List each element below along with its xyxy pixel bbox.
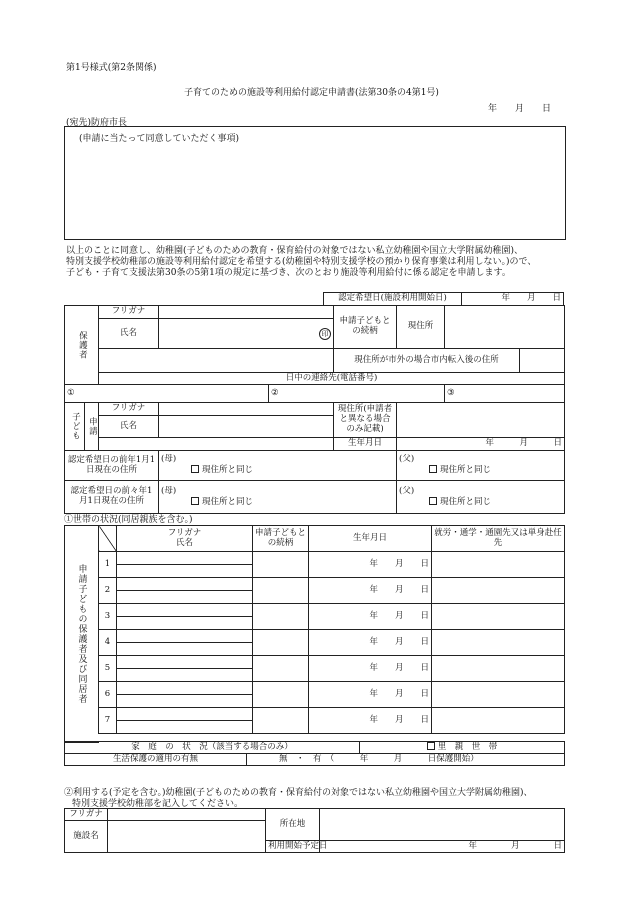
child-furigana-label: フリガナ: [99, 403, 159, 416]
household-birth-field[interactable]: 年 月 日: [309, 682, 432, 708]
household-birth-field[interactable]: 年 月 日: [309, 552, 432, 578]
contact-2-field[interactable]: ②: [269, 385, 445, 403]
same-address-checkbox[interactable]: [429, 497, 437, 505]
household-furigana-field[interactable]: [117, 552, 253, 565]
child-name-label: 氏名: [99, 416, 159, 438]
child-apply-label: 申請: [85, 403, 99, 451]
desired-date-field[interactable]: 年 月 日: [462, 293, 564, 306]
household-col-relationship: 申請子どもとの続柄: [253, 526, 309, 552]
contact-1-field[interactable]: ①: [65, 385, 269, 403]
child-label: 子ども: [65, 403, 85, 451]
child-address-field[interactable]: [397, 403, 565, 438]
household-side-label-text: 申請子どもの保護者及び同居者: [76, 564, 87, 704]
guardian-furigana-label: フリガナ: [99, 306, 159, 319]
relationship-label: 申請子どもとの続柄: [334, 306, 397, 349]
household-name-field[interactable]: [117, 617, 253, 630]
household-side-label: [64, 525, 99, 743]
household-work-field[interactable]: [432, 630, 565, 656]
household-work-field[interactable]: [432, 708, 565, 734]
same-address-checkbox[interactable]: [191, 465, 199, 473]
facility-table: [64, 808, 565, 853]
consent-heading: (申請に当たって同意していただく事項): [79, 134, 240, 144]
foster-parent-field[interactable]: [360, 742, 565, 754]
household-relationship-field[interactable]: [253, 708, 309, 734]
household-name-field[interactable]: [117, 695, 253, 708]
contact-3-field[interactable]: ③: [445, 385, 565, 403]
seal-mark: 印: [319, 328, 331, 340]
facility-furigana-label: フリガナ: [65, 809, 108, 821]
household-relationship-field[interactable]: [253, 682, 309, 708]
household-birth-field[interactable]: 年 月 日: [309, 630, 432, 656]
household-name-field[interactable]: [117, 643, 253, 656]
desired-date-label: 認定希望日(施設利用開始日): [324, 293, 462, 306]
addressee: (宛先)防府市長: [66, 118, 128, 128]
household-row-number: 3: [99, 604, 117, 630]
welfare-table: [64, 753, 565, 766]
household-name-field[interactable]: [117, 721, 253, 734]
applicant-table: [64, 305, 565, 514]
same-address-label: 現住所と同じ: [440, 496, 492, 507]
prev-year-mother-field[interactable]: [159, 451, 397, 481]
guardian-name-label: 氏名: [99, 319, 159, 349]
facility-location-field[interactable]: [320, 809, 565, 841]
intro-line-3: 子ども・子育て支援法第30条の5第1項の規定に基づき、次のとおり施設等利用給付に係る認定を申請します。: [66, 268, 511, 278]
household-row-number: 7: [99, 708, 117, 734]
child-blank-area: [99, 438, 334, 451]
facility-location-label: 所在地: [266, 809, 320, 841]
same-address-label: 現住所と同じ: [440, 465, 492, 475]
family-status-label: 家 庭 の 状 況（該当する場合のみ）: [65, 742, 360, 754]
household-relationship-field[interactable]: [253, 656, 309, 682]
facility-section-line-2: 特別支援学校幼稚部を記入してください。: [72, 799, 244, 809]
form-title: 子育てのための施設等利用給付認定申請書(法第30条の4第1号): [184, 88, 439, 98]
household-section-title: ①世帯の状況(同居親族を含む。): [64, 515, 193, 525]
household-relationship-field[interactable]: [253, 630, 309, 656]
moving-address-field[interactable]: [520, 349, 565, 373]
household-work-field[interactable]: [432, 578, 565, 604]
welfare-value: 無 ・ 有 （ 年 月 日保護開始）: [279, 753, 479, 764]
diagonal-cell: [99, 526, 117, 552]
form-number: 第1号様式(第2条関係): [66, 63, 157, 73]
household-row-number: 4: [99, 630, 117, 656]
facility-name-field[interactable]: [108, 821, 266, 853]
household-row: [99, 578, 565, 591]
same-address-checkbox[interactable]: [191, 497, 199, 505]
facility-furigana-field[interactable]: [108, 809, 266, 821]
same-address-label: 現住所と同じ: [202, 465, 254, 475]
household-relationship-field[interactable]: [253, 578, 309, 604]
moving-address-label: 現住所が市外の場合市内転入後の住所: [334, 349, 520, 373]
guardian-name-field[interactable]: [159, 319, 334, 349]
household-col-name: 氏名: [175, 537, 193, 548]
household-name-field[interactable]: [117, 669, 253, 682]
household-birth-field[interactable]: 年 月 日: [309, 708, 432, 734]
household-work-field[interactable]: [432, 656, 565, 682]
intro-line-1: 以上のことに同意し、幼稚園(子どものための教育・保育給付の対象ではない私立幼稚園や国立大学附属幼稚園)、: [66, 246, 524, 256]
mother-label: (母): [161, 454, 177, 465]
household-furigana-field[interactable]: [117, 656, 253, 669]
prev-year-address-label: 認定希望日の前年1月1日現在の住所: [65, 451, 159, 481]
facility-name-label: 施設名: [65, 821, 108, 853]
household-row-number: 5: [99, 656, 117, 682]
desired-date-table: [323, 292, 564, 306]
household-row: [99, 708, 565, 721]
prev-year-father-field[interactable]: [397, 451, 565, 481]
household-furigana-field[interactable]: [117, 630, 253, 643]
same-address-label: 現住所と同じ: [202, 496, 254, 507]
submission-date[interactable]: 年 月 日: [488, 104, 552, 114]
mother-label: (母): [161, 485, 177, 496]
foster-parent-checkbox[interactable]: [427, 742, 435, 750]
same-address-checkbox[interactable]: [429, 465, 437, 473]
consent-box: [64, 126, 566, 240]
prev2-year-mother-field[interactable]: [159, 481, 397, 514]
child-address-label: 現住所(申請者と異なる場合のみ記載): [334, 403, 397, 438]
household-row: [99, 604, 565, 617]
household-furigana-field[interactable]: [117, 708, 253, 721]
daytime-contact-label: 日中の連絡先(電話番号): [99, 373, 565, 385]
household-birth-field[interactable]: 年 月 日: [309, 656, 432, 682]
household-row: [99, 682, 565, 695]
current-address-field[interactable]: [445, 306, 565, 349]
welfare-field[interactable]: [247, 754, 565, 766]
household-col-work: 就労・通学・通園先又は単身赴任先: [432, 526, 565, 552]
facility-section-line-1: ②利用する(予定を含む。)幼稚園(子どものための教育・保育給付の対象ではない私立幼稚園や国立大学附属幼稚園)、: [64, 788, 533, 798]
household-furigana-field[interactable]: [117, 682, 253, 695]
household-birth-field[interactable]: 年 月 日: [309, 578, 432, 604]
prev2-year-father-field[interactable]: [397, 481, 565, 514]
household-relationship-field[interactable]: [253, 604, 309, 630]
intro-line-2: 特別支援学校幼稚部の施設等利用給付認定を希望する(幼稚園や特別支援学校の預かり保育事業は利用しない。)ので、: [66, 257, 537, 267]
household-row: [99, 552, 565, 565]
household-row-number: 1: [99, 552, 117, 578]
start-date-field[interactable]: 年 月 日: [320, 841, 565, 853]
household-row: [99, 656, 565, 669]
household-work-field[interactable]: [432, 552, 565, 578]
household-furigana-field[interactable]: [117, 578, 253, 591]
household-row-number: 6: [99, 682, 117, 708]
prev2-year-address-label: 認定希望日の前々年1月1日現在の住所: [65, 481, 159, 514]
guardian-blank-area: [99, 349, 334, 373]
child-name-field[interactable]: [159, 416, 334, 438]
household-relationship-field[interactable]: [253, 552, 309, 578]
household-work-field[interactable]: [432, 604, 565, 630]
child-furigana-field[interactable]: [159, 403, 334, 416]
foster-parent-label: 里 親 世 帯: [437, 742, 498, 753]
household-name-field[interactable]: [117, 591, 253, 604]
household-birth-field[interactable]: 年 月 日: [309, 604, 432, 630]
start-date-label: 利用開始予定日: [266, 841, 320, 853]
current-address-label: 現住所: [397, 306, 445, 349]
household-furigana-field[interactable]: [117, 604, 253, 617]
birth-date-label: 生年月日: [334, 438, 397, 451]
father-label: (父): [399, 454, 415, 465]
household-name-field[interactable]: [117, 565, 253, 578]
household-row: [99, 630, 565, 643]
guardian-furigana-field[interactable]: [159, 306, 334, 319]
household-row-number: 2: [99, 578, 117, 604]
household-col-birth: 生年月日: [309, 526, 432, 552]
guardian-label: 保護者: [65, 306, 99, 385]
household-col-furigana: フリガナ: [167, 527, 202, 538]
household-name-header: [117, 526, 253, 552]
birth-date-field[interactable]: 年 月 日: [397, 438, 565, 451]
father-label: (父): [399, 485, 415, 496]
household-table: [98, 525, 565, 734]
household-work-field[interactable]: [432, 682, 565, 708]
welfare-label: 生活保護の適用の有無: [65, 754, 247, 766]
